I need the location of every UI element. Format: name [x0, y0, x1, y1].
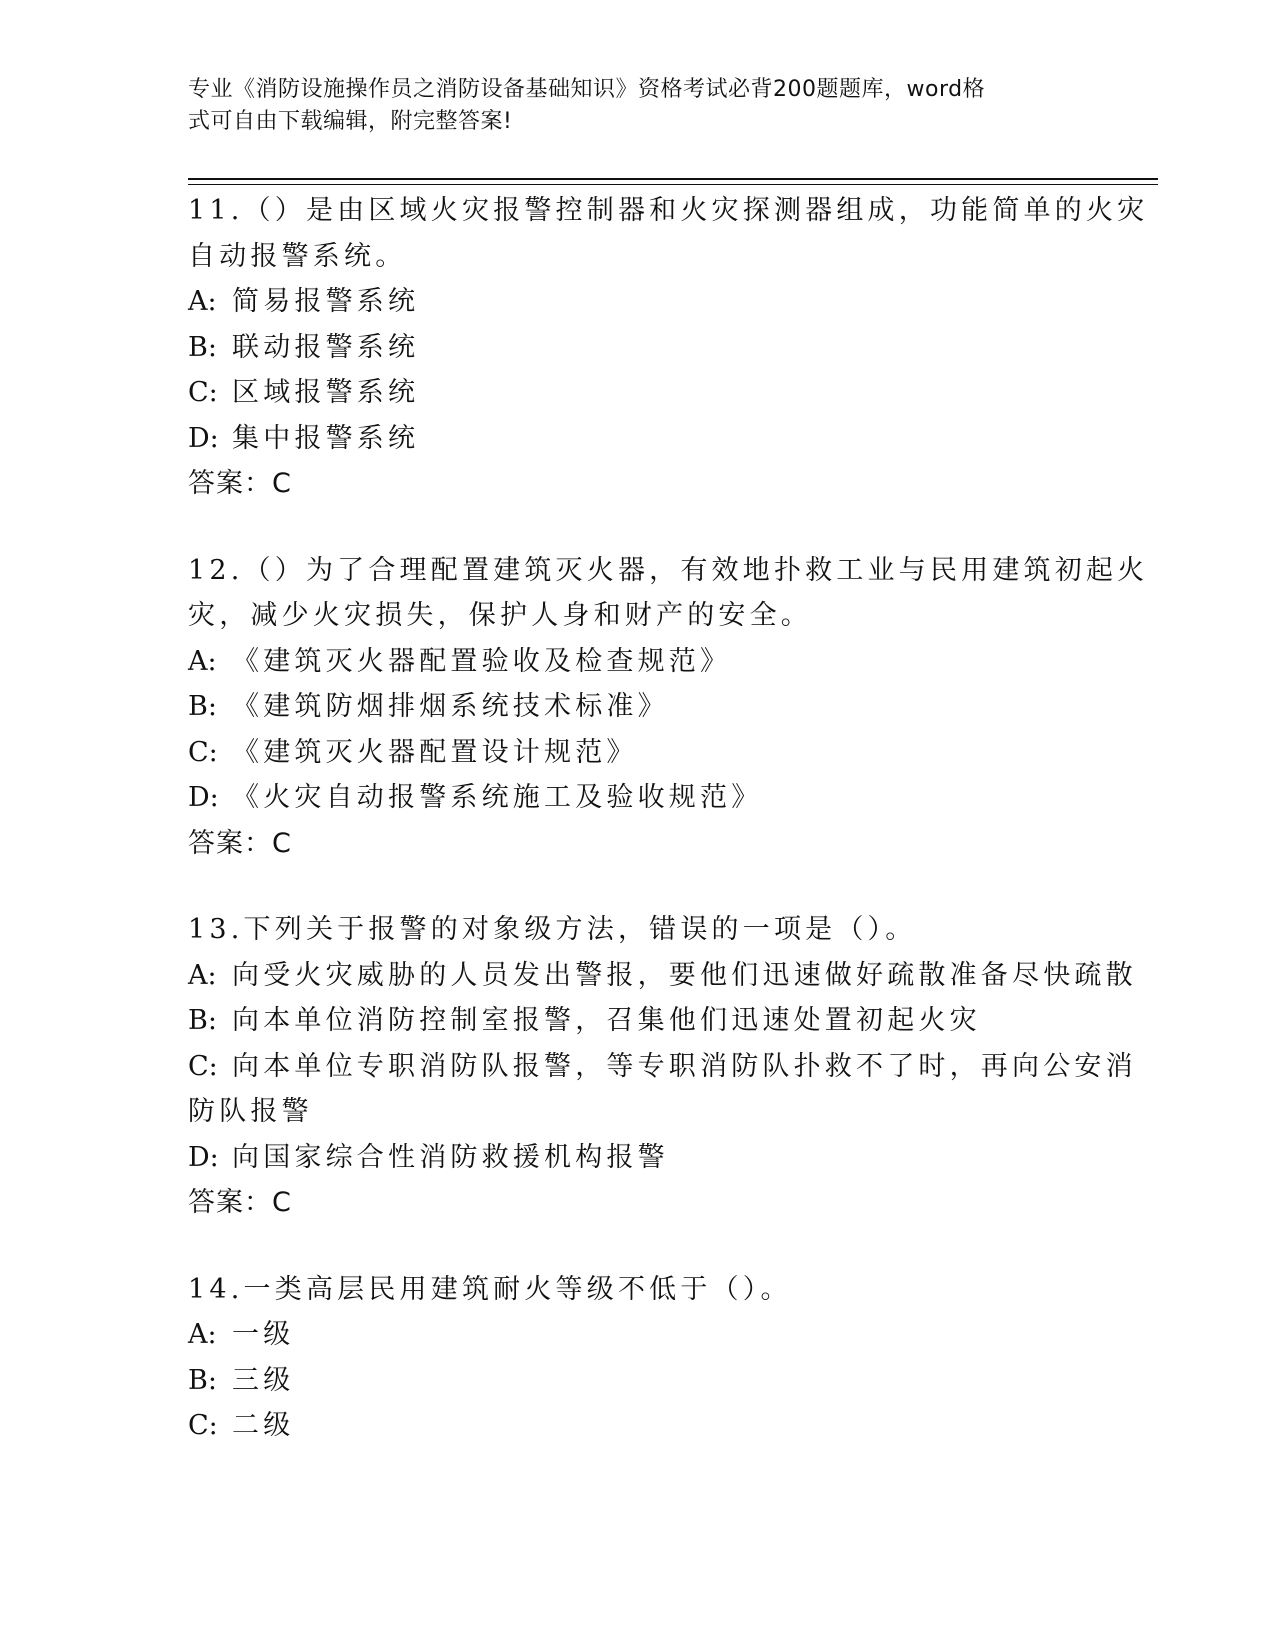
- option-text: 《建筑防烟排烟系统技术标准》: [232, 691, 669, 722]
- option-text: 向本单位消防控制室报警，召集他们迅速处置初起火灾: [232, 1005, 981, 1036]
- question-stem-line: 12.（）为了合理配置建筑灭火器，有效地扑救工业与民用建筑初起火: [188, 554, 1149, 586]
- answer-line: 答案：C: [188, 468, 292, 499]
- option-letter: A:: [188, 645, 217, 677]
- option-text: 向国家综合性消防救援机构报警: [232, 1141, 669, 1173]
- option-d: [188, 775, 1088, 821]
- option-text: 简易报警系统: [232, 286, 420, 317]
- answer-line: 答案：C: [188, 1187, 292, 1218]
- option-d: [188, 1135, 1088, 1181]
- option-letter: B:: [188, 331, 217, 363]
- option-text: 区域报警系统: [232, 377, 420, 408]
- option-c: [188, 1044, 1137, 1090]
- option-letter: D:: [188, 422, 219, 454]
- header-divider-thick: [188, 178, 1158, 180]
- option-letter: C:: [188, 377, 218, 408]
- option-letter: A:: [188, 286, 217, 317]
- option-b: [188, 1358, 1088, 1404]
- option-letter: A:: [188, 1319, 217, 1350]
- question-stem-line: 灾，减少火灾损失，保护人身和财产的安全。: [188, 600, 812, 631]
- question-list: [188, 188, 1149, 1490]
- option-letter: A:: [188, 959, 217, 991]
- option-letter: C:: [188, 1410, 218, 1441]
- option-a: [188, 953, 1137, 999]
- header-line-1: 专业《消防设施操作员之消防设备基础知识》资格考试必背200题题库，word格: [188, 77, 986, 102]
- option-text: 《建筑灭火器配置验收及检查规范》: [232, 645, 732, 677]
- header-divider-thin: [188, 184, 1158, 185]
- question-stem-line: 14.一类高层民用建筑耐火等级不低于（）。: [188, 1273, 792, 1305]
- question-stem-line: 13.下列关于报警的对象级方法，错误的一项是（）。: [188, 914, 917, 945]
- option-b: [188, 998, 1088, 1044]
- option-b: [188, 325, 1088, 371]
- option-d: [188, 416, 1088, 462]
- option-letter: D:: [188, 782, 219, 813]
- option-text: 向本单位专职消防队报警，等专职消防队扑救不了时，再向公安消: [232, 1050, 1137, 1082]
- option-text: 集中报警系统: [232, 422, 420, 454]
- option-letter: B:: [188, 1005, 217, 1036]
- question-11: [188, 188, 1149, 507]
- option-text: 《建筑灭火器配置设计规范》: [232, 736, 638, 768]
- option-c: [188, 370, 1088, 416]
- option-text: 二级: [232, 1410, 295, 1441]
- question-13: [188, 907, 1137, 1226]
- option-text: 向受火灾威胁的人员发出警报，要他们迅速做好疏散准备尽快疏散: [232, 959, 1137, 991]
- option-c: [188, 1403, 1088, 1449]
- option-c-continued: 防队报警: [188, 1096, 313, 1127]
- question-stem-line: 11.（）是由区域火灾报警控制器和火灾探测器组成，功能简单的火灾: [188, 195, 1149, 226]
- option-letter: D:: [188, 1141, 219, 1173]
- option-a: [188, 279, 1088, 325]
- option-letter: B:: [188, 1364, 217, 1396]
- question-stem-line: 自动报警系统。: [188, 240, 407, 272]
- option-text: 联动报警系统: [232, 331, 420, 363]
- option-c: [188, 730, 1088, 776]
- option-letter: C:: [188, 1050, 218, 1082]
- option-a: [188, 639, 1088, 685]
- option-b: [188, 684, 1088, 730]
- document-header: [188, 74, 1068, 138]
- option-a: [188, 1312, 1088, 1358]
- option-letter: C:: [188, 736, 218, 768]
- header-line-2: 式可自由下载编辑，附完整答案!: [188, 109, 513, 134]
- option-text: 三级: [232, 1364, 295, 1396]
- answer-line: 答案：C: [188, 827, 292, 859]
- option-letter: B:: [188, 691, 217, 722]
- question-12: [188, 548, 1149, 867]
- question-14: [188, 1267, 1088, 1449]
- option-text: 一级: [232, 1319, 295, 1350]
- option-text: 《火灾自动报警系统施工及验收规范》: [232, 782, 763, 813]
